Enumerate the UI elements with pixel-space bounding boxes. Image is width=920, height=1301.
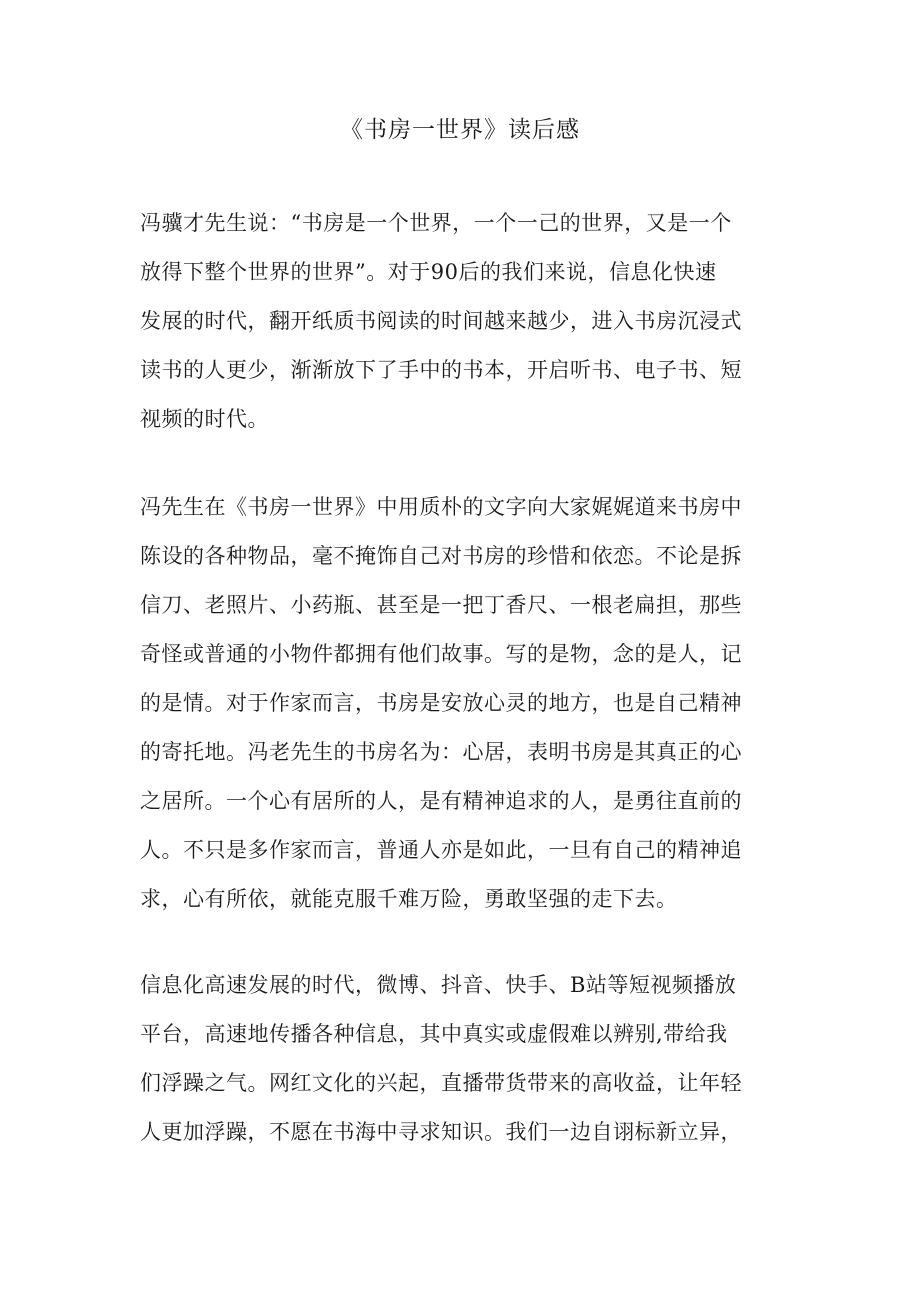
- paragraph-line: 放得下整个世界的世界”。对于90后的我们来说，信息化快速: [140, 260, 717, 284]
- paragraph-line: 人更加浮躁，不愿在书海中寻求知识。我们一边自诩标新立异，: [140, 1120, 742, 1144]
- paragraph-line: 平台，高速地传播各种信息，其中真实或虚假难以辨别,带给我: [140, 1022, 728, 1046]
- paragraph-line: 的寄托地。冯老先生的书房名为：心居，表明书房是其真正的心: [140, 740, 742, 764]
- paragraph-1: [140, 199, 800, 444]
- paragraph-line: 人。不只是多作家而言，普通人亦是如此，一旦有自己的精神追: [140, 838, 742, 862]
- paragraph-line: 们浮躁之气。网红文化的兴起，直播带货带来的高收益，让年轻: [140, 1071, 742, 1095]
- paragraph-line: 冯先生在《书房一世界》中用质朴的文字向大家娓娓道来书房中: [140, 495, 742, 519]
- paragraph-line: 发展的时代，翻开纸质书阅读的时间越来越少，进入书房沉浸式: [140, 309, 742, 333]
- paragraph-line: 读书的人更少，渐渐放下了手中的书本，开启听书、电子书、短: [140, 358, 742, 382]
- paragraph-line: 陈设的各种物品，毫不掩饰自己对书房的珍惜和依恋。不论是拆: [140, 544, 742, 568]
- paragraph-line: 之居所。一个心有居所的人，是有精神追求的人，是勇往直前的: [140, 789, 742, 813]
- paragraph-3: [140, 961, 800, 1157]
- paragraph-line: 奇怪或普通的小物件都拥有他们故事。写的是物，念的是人，记: [140, 642, 742, 666]
- paragraph-line: 信息化高速发展的时代，微博、抖音、快手、B站等短视频播放: [140, 973, 737, 997]
- paragraph-2: [140, 483, 800, 924]
- paragraph-line: 求，心有所依，就能克服千难万险，勇敢坚强的走下去。: [140, 887, 678, 911]
- paragraph-line: 信刀、老照片、小药瓶、甚至是一把丁香尺、一根老扁担，那些: [140, 593, 742, 617]
- paragraph-line: 视频的时代。: [140, 407, 269, 431]
- paragraph-line: 冯骥才先生说：“书房是一个世界，一个一己的世界，又是一个: [140, 211, 732, 235]
- document-title: 《书房一世界》读后感: [340, 117, 580, 143]
- paragraph-line: 的是情。对于作家而言，书房是安放心灵的地方，也是自己精神: [140, 691, 742, 715]
